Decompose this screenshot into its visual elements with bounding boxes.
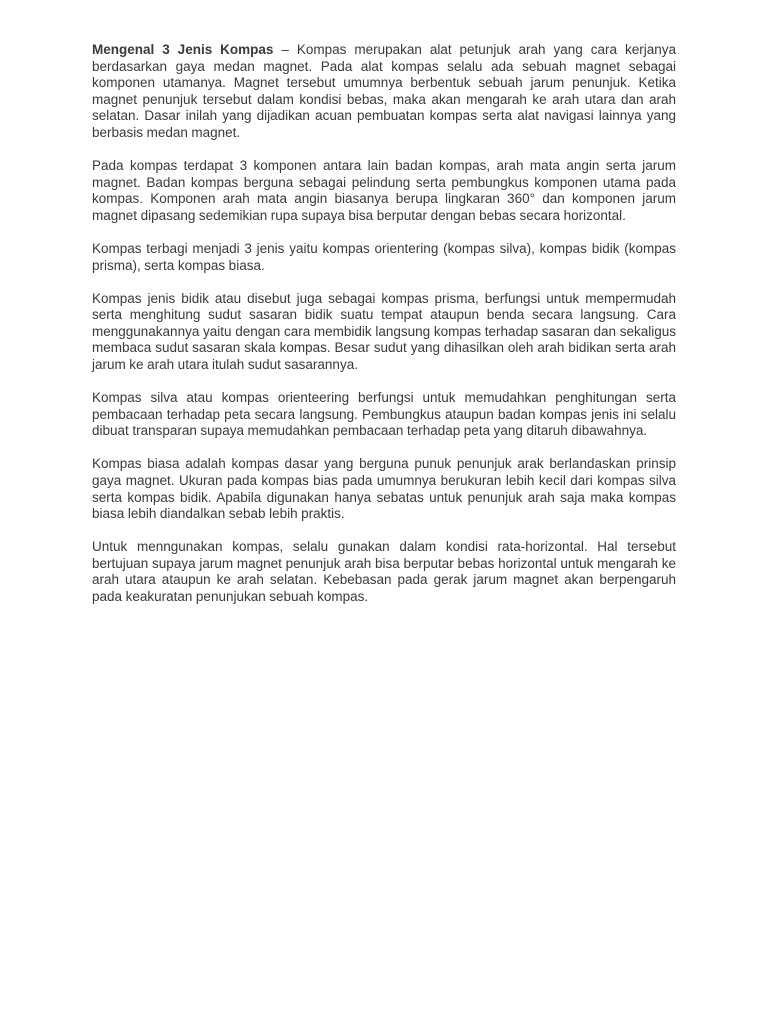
paragraph-components: Pada kompas terdapat 3 komponen antara lain badan kompas, arah mata angin serta jarum magnet. Badan kompas berguna sebagai pelindung serta pembungkus komponen utama pada kompas. Komponen arah mata angin biasanya berupa lingkaran 360° dan komponen jarum magnet dipasang sedemikian rupa supaya bisa berputar dengan bebas secara horizontal. xyxy=(92,158,676,223)
paragraph-types: Kompas terbagi menjadi 3 jenis yaitu kompas orientering (kompas silva), kompas bidik (kompas prisma), serta kompas biasa. xyxy=(92,240,676,273)
paragraph-silva-compass: Kompas silva atau kompas orienteering berfungsi untuk memudahkan penghitungan serta pembacaan terhadap peta secara langsung. Pembungkus ataupun badan kompas jenis ini selalu dibuat transparan supaya memudahkan pembacaan terhadap peta yang ditaruh dibawahnya. xyxy=(92,390,676,439)
paragraph-basic-compass: Kompas biasa adalah kompas dasar yang berguna punuk penunjuk arak berlandaskan prinsip gaya magnet. Ukuran pada kompas bias pada umumnya berukuran lebih kecil dari kompas silva serta kompas bidik. Apabila digunakan hanya sebatas untuk penunjuk arah saja maka kompas biasa lebih diandalkan sebab lebih praktis. xyxy=(92,456,676,522)
article-title: Mengenal 3 Jenis Kompas xyxy=(92,42,274,57)
intro-paragraph xyxy=(92,42,676,142)
document-page xyxy=(92,42,676,622)
intro-text: – Kompas merupakan alat petunjuk arah yang cara kerjanya berdasarkan gaya medan magnet. Pada alat kompas selalu ada sebuah magnet sebagai komponen utamanya. Magnet tersebut umumnya berbentuk sebuah jarum penunjuk. Ketika magnet penunjuk tersebut dalam kondisi bebas, maka akan mengarah ke arah utara dan arah selatan. Dasar inilah yang dijadikan acuan pembuatan kompas serta alat navigasi lainnya yang berbasis medan magnet. xyxy=(92,42,676,140)
paragraph-usage: Untuk menngunakan kompas, selalu gunakan dalam kondisi rata-horizontal. Hal tersebut bertujuan supaya jarum magnet penunjuk arah bisa berputar bebas horizontal untuk mengarah ke arah utara ataupun ke arah selatan. Kebebasan pada gerak jarum magnet akan berpengaruh pada keakuratan penunjukan sebuah kompas. xyxy=(92,539,676,605)
paragraph-prism-compass: Kompas jenis bidik atau disebut juga sebagai kompas prisma, berfungsi untuk mempermudah serta menghitung sudut sasaran bidik suatu tempat ataupun benda secara langsung. Cara menggunakannya yaitu dengan cara membidik langsung kompas terhadap sasaran dan sekaligus membaca sudut sasaran skala kompas. Besar sudut yang dihasilkan oleh arah bidikan serta arah jarum ke arah utara itulah sudut sasarannya. xyxy=(92,290,676,372)
